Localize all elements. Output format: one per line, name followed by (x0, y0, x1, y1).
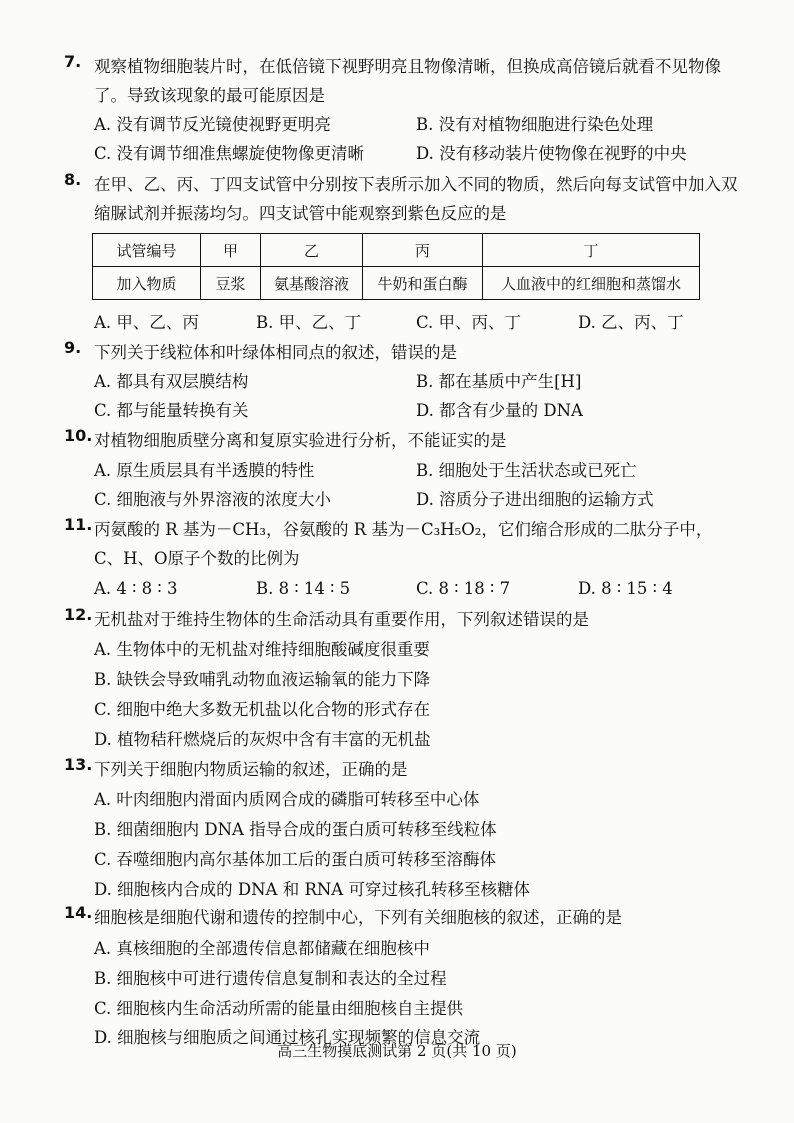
option-d: D. 植物秸秆燃烧后的灰烬中含有丰富的无机盐 (94, 730, 431, 749)
option-c: C. 甲、丙、丁 (416, 313, 522, 332)
question-number: 9. (64, 338, 82, 357)
option-a: A. 原生质层具有半透膜的特性 (94, 461, 315, 480)
option-b: B. 没有对植物细胞进行染色处理 (416, 115, 654, 134)
option-b: B. 都在基质中产生[H] (416, 372, 582, 391)
question-stem (94, 170, 754, 228)
question-stem (94, 515, 754, 573)
stem-line: 下列关于细胞内物质运输的叙述，正确的是 (94, 760, 408, 779)
question-number: 14. (64, 903, 93, 922)
table-cell: 加入物质 (93, 267, 201, 300)
table-cell: 丁 (483, 234, 700, 267)
option-b: B. 细胞处于生活状态或已死亡 (416, 461, 637, 480)
option-a: A. 真核细胞的全部遗传信息都储藏在细胞核中 (94, 939, 430, 958)
option-c: C. 细胞中绝大多数无机盐以化合物的形式存在 (94, 700, 431, 719)
option-c: C. 没有调节细准焦螺旋使物像更清晰 (94, 144, 365, 163)
stem-line: 在甲、乙、丙、丁四支试管中分别按下表所示加入不同的物质，然后向每支试管中加入双 (94, 175, 738, 194)
stem-line: 细胞核是细胞代谢和遗传的控制中心，下列有关细胞核的叙述，正确的是 (94, 908, 622, 927)
option-d: D. 乙、丙、丁 (578, 313, 684, 332)
question-number: 10. (64, 426, 93, 445)
question-stem (94, 755, 754, 784)
option-c: C. 细胞液与外界溶液的浓度大小 (94, 490, 332, 509)
option-d: D. 都含有少量的 DNA (416, 401, 583, 420)
stem-line: 丙氨酸的 R 基为－CH₃，谷氨酸的 R 基为－C₃H₅O₂，它们缩合形成的二肽分子中， (94, 520, 713, 539)
question-number: 7. (64, 52, 82, 71)
option-a: A. 4 ∶ 8 ∶ 3 (94, 579, 178, 598)
table-row (93, 234, 700, 267)
stem-line: 下列关于线粒体和叶绿体相同点的叙述，错误的是 (94, 343, 457, 362)
option-c: C. 8 ∶ 18 ∶ 7 (416, 579, 511, 598)
option-a: A. 甲、乙、丙 (94, 313, 199, 332)
question-stem (94, 338, 754, 367)
option-d: D. 细胞核内合成的 DNA 和 RNA 可穿过核孔转移至核糖体 (94, 880, 530, 899)
question-number: 11. (64, 515, 93, 534)
table-cell: 丙 (363, 234, 483, 267)
option-c: C. 都与能量转换有关 (94, 401, 249, 420)
option-b: B. 甲、乙、丁 (256, 313, 362, 332)
table-cell: 氨基酸溶液 (261, 267, 363, 300)
option-a: A. 没有调节反光镜使视野更明亮 (94, 115, 331, 134)
table-row (93, 267, 700, 300)
option-d: D. 溶质分子进出细胞的运输方式 (416, 490, 654, 509)
question-stem (94, 52, 754, 110)
option-c: C. 细胞核内生命活动所需的能量由细胞核自主提供 (94, 999, 464, 1018)
option-d: D. 8 ∶ 15 ∶ 4 (578, 579, 673, 598)
question-stem (94, 903, 754, 932)
test-tube-table (92, 233, 700, 300)
option-b: B. 缺铁会导致哺乳动物血液运输氧的能力下降 (94, 670, 431, 689)
option-b: B. 8 ∶ 14 ∶ 5 (256, 579, 351, 598)
stem-line: 观察植物细胞装片时，在低倍镜下视野明亮且物像清晰，但换成高倍镜后就看不见物像 (94, 57, 721, 76)
option-c: C. 吞噬细胞内高尔基体加工后的蛋白质可转移至溶酶体 (94, 850, 497, 869)
question-number: 8. (64, 170, 82, 189)
option-b: B. 细胞核中可进行遗传信息复制和表达的全过程 (94, 969, 447, 988)
option-d: D. 细胞核与细胞质之间通过核孔实现频繁的信息交流 (94, 1028, 481, 1047)
option-a: A. 都具有双层膜结构 (94, 372, 249, 391)
stem-line: 缩脲试剂并振荡均匀。四支试管中能观察到紫色反应的是 (94, 204, 507, 223)
table-cell: 牛奶和蛋白酶 (363, 267, 483, 300)
stem-line: 了。导致该现象的最可能原因是 (94, 86, 325, 105)
stem-line: C、H、O原子个数的比例为 (94, 549, 300, 568)
table-cell: 豆浆 (201, 267, 261, 300)
question-number: 13. (64, 755, 93, 774)
table-cell: 试管编号 (93, 234, 201, 267)
option-a: A. 生物体中的无机盐对维持细胞酸碱度很重要 (94, 640, 430, 659)
table-cell: 甲 (201, 234, 261, 267)
question-number: 12. (64, 605, 93, 624)
stem-line: 无机盐对于维持生物体的生命活动具有重要作用，下列叙述错误的是 (94, 610, 589, 629)
table-cell: 人血液中的红细胞和蒸馏水 (483, 267, 700, 300)
page-footer: 高三生物摸底测试第 2 页(共 10 页) (277, 1042, 517, 1060)
question-stem (94, 605, 754, 634)
table-cell: 乙 (261, 234, 363, 267)
stem-line: 对植物细胞质壁分离和复原实验进行分析，不能证实的是 (94, 431, 507, 450)
option-d: D. 没有移动装片使物像在视野的中央 (416, 144, 687, 163)
option-b: B. 细菌细胞内 DNA 指导合成的蛋白质可转移至线粒体 (94, 820, 497, 839)
option-a: A. 叶肉细胞内滑面内质网合成的磷脂可转移至中心体 (94, 790, 480, 809)
question-stem (94, 426, 754, 455)
